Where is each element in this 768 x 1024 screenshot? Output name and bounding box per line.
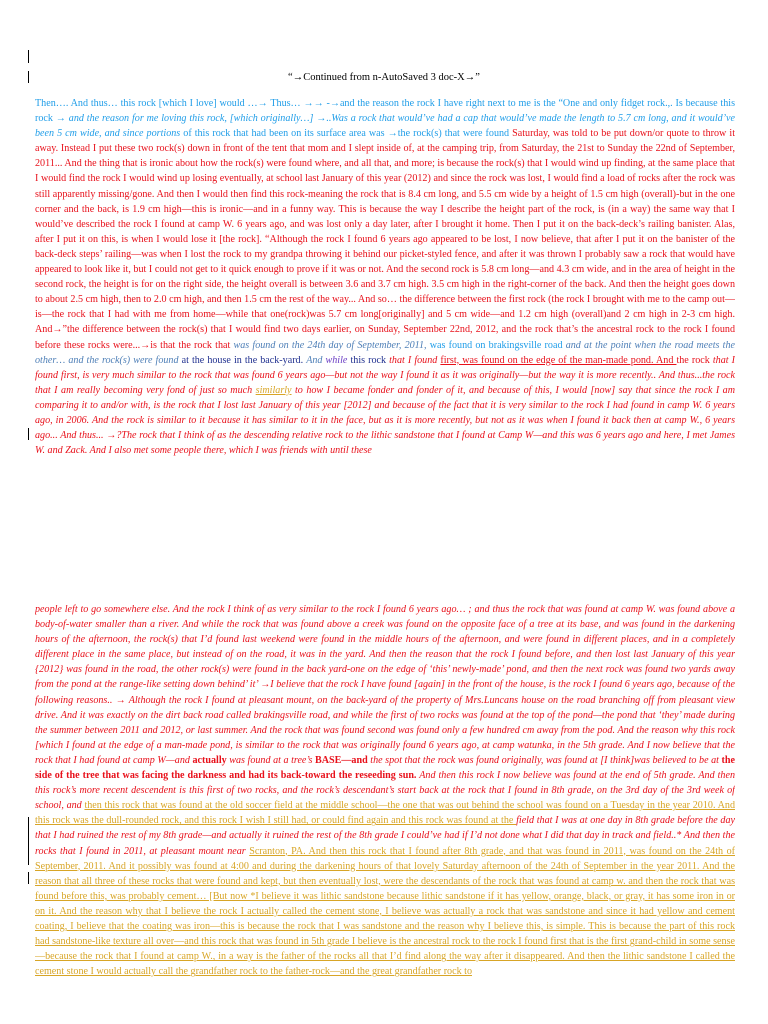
text-run: that I found bbox=[389, 354, 441, 366]
text-run: of this rock that had been on its surface area was →the rock(s) that were found bbox=[183, 128, 513, 140]
text-run: the spot that the rock was found originally, was found at [I think]was believed to be at bbox=[367, 754, 722, 766]
document-heading: “→Continued from n-AutoSaved 3 doc-X→” bbox=[288, 72, 480, 83]
change-bar-marker bbox=[28, 817, 29, 865]
text-run: field that I was at one day in 8th grade before the day that I had ruined the rest of my 8th grade—and actually it ruined the rest of the 8th grade I could’ve had if I’d not done what I did that day in track and field..* And then the rocks that I found in 2011, at pleasant mount near bbox=[35, 815, 735, 857]
text-run: the rock bbox=[676, 354, 713, 366]
text-run: this rock bbox=[350, 354, 390, 366]
text-run: then this rock that was found at the old soccer field at the middle school—the one that was out behind the school was found on a Tuesday in the year 2010. And this rock was the dull-rounded rock, and this rock I wish I still had, or could find again and this rock was found at the bbox=[35, 800, 735, 827]
text-run: actually bbox=[192, 754, 227, 766]
change-bar-marker bbox=[28, 872, 29, 884]
text-run: was found at a tree’s bbox=[226, 754, 315, 766]
text-run: Then…. And thus… this rock [which I love] would …→ Thus… →→ -→and the reason the rock I have right next to me is the “One and only fidget rock.,. Is because this rock → bbox=[35, 98, 735, 125]
text-cursor-marker bbox=[28, 50, 29, 63]
text-run: and the reason for me loving this rock, [which originally…] →..Was a rock that would’ve had a cap that would’ve made the length to 5.7 cm long, and it would’ve been 5 cm wide, and since portions bbox=[35, 113, 735, 140]
text-run: that I found first, is very much similar to the rock that was found 6 years ago—but not the way I found it as it was originally—but the way it is more recently.. And thus...the rock that I am really becoming very fond of just so much bbox=[35, 354, 735, 396]
text-run: similarly bbox=[255, 384, 292, 396]
text-run: people left to go somewhere else. And the rock I think of as very similar to the rock I found 6 years ago… ; and thus the rock that was found at camp W. was found above a body-of-water smaller than a river. And while the rock that was found above a creek was found on the opposite face of a tree at its base, and was found in the darkening hours of the afternoon, the rock(s) that I’d found last weekend were found in the middle hours of the afternoon, and were found in different places, and in a completely different place in the same place, but instead of on the road, it was in the yard. And then the reason that the rock I found before, and then lost last January of this year {2012} was found in the road, the other rock(s) were found in the back yard-one on the edge of ‘this’ newly-made’ pond, and then the next rock was found two yards away from the pond at the range-like setting down behind’ it’ →I believe that the rock I have found [again] in the front of the house, is the rock I found 6 years ago, because of the following reasons.. → Although the rock I found at pleasant mount, on the back-yard of the property of Mrs.Luncans house on the road branching off from pleasant view drive. And it was exactly on the dirt back road called brakingsville road, and while the first of two rocks was found at the top of the pond—the pond that ‘they’ made during the summer between 2011 and 2012, or last summer. And the rock that was found second was found only a few hundred cm away from the pod. And the reason why this rock [which I found at the edge of a man-made pond, is similar to the rock that was originally found 6 years ago, at camp watunka, in the 5th grade. And I now believe that the rock that I had found at camp W—and bbox=[35, 604, 735, 766]
paragraph-block-2 bbox=[35, 602, 735, 1024]
text-run: And bbox=[306, 354, 326, 366]
text-run: the side of the tree that was facing the darkness and had its back-toward the reseeding sun. bbox=[35, 754, 735, 782]
text-run: first, was found on the edge of the man-made pond. And bbox=[440, 354, 677, 366]
text-run: at the house in the back-yard. bbox=[181, 354, 307, 366]
text-run: Scranton, PA. And then this rock that I found after 8th grade, and that was found in 2011, was found on the 24th of September, 2011. And it possibly was found at 4:00 and during the darkening hours of that lovely Saturday afternoon of the 24th of September in the year 2011. And the reason that all three of these rocks that were found and kept, but then eventually lost, were the descendants of the rock that was found at camp w. and then the rock that was found before this, was probably cement… [But now *I believe it was lithic sandstone because lithic sandstone if it has yellow, orange, black, or gray, it has some iron in or on it. And the reason why that I believe the rock I actually called the cement stone, I believe was actually a rock that was sandstone and since it had yellow and cement coating, I believe that the coating was iron—this is because the rock that I was sandstone and the reason why I believe this, is simple. This is because the part of this rock had sandstone-like texture all over—and this rock that was found in 5th grade I believe is the ancestral rock to the rock I found first that is the first grand-child in some sense—because the rock that I found at camp W., in a way is the father of the rocks all that I’d find along the way after it disappeared. And then the lithic sandstone I called the cement stone I would actually call the grandfather rock to the father-rock—and the great grandfather rock to bbox=[35, 845, 735, 978]
text-run: Saturday, was told to be put down/or quote to throw it away. Instead I put these two rock(s) down in front of the tent that mom and I slept inside of, at the camping trip, from Saturday, the 21st to Sunday the 22nd of September, 2011... And the thing that is ironic about how the rock(s) were found where, and all that, and more; is because the rock(s) that I would wind up finding, at the same place that I would find the rock I would wind up losing eventually, at school last January of this year (2012) and since the rock was lost, I would find a load of rocks after the rock was still apparently missing/gone. And then I would then find this rock-meaning the rock that is 8.4 cm long, and 5.5 cm wide by a height of 1.5 cm high (overall)-but in the one corner and the back, is 1.9 cm high—this is ironic—and in a funny way. This is because the way I describe the height part of the rock, is (in a way) the same way that I would’ve described the rock I found at camp W. 6 years ago, and was lost only a day later, after I brought it home. Then I put it on the back-deck’s railing banister. Alas, after I put it on this, is when I would lose it [the rock]. “Although the rock I found 6 years ago appeared to be lost, I now believe, that after I put it on the banister of the back-deck steps’ railing—was when I lost the rock to my grandpa throwing it behind our picket-styled fence, and after it was thrown I probably saw a rock that would have appeared to look like it, but I could not get to it quick enough to prove if it was or not. And the second rock is 5.8 cm long—and 4.3 cm wide, and in the area of height in the second rock, the height is for on the right side, the height overall is between 3.6 and 3.7 cm high. 3.5 cm high in the right-corner of the back. And then the height goes down to about 2.5 cm high, then to 2.0 cm high, and then 1.5 cm the rest of the way... And so… the difference between the first rock (the rock I brought with me to the camp out—is—the rock that I had with me from home—while that one(rock)was 5.7 cm long[originally] and 5 cm wide—and 1.2 cm high (overall)and 2 cm high in 2-3 cm high. And→”the difference between the rock(s) that I would find two days earlier, on Sunday, September 22nd, 2012, and the rock that’s the ancestral rock to the rock I found before these rocks were...→is that the rock that bbox=[35, 128, 735, 351]
text-run: while bbox=[325, 354, 351, 366]
text-run: was found on the 24th day of September, 2011, bbox=[233, 339, 430, 351]
text-run: and at the point when the road meets the other… and the rock(s) were found bbox=[35, 339, 735, 366]
text-run: was found on brakingsville road bbox=[429, 339, 566, 351]
text-run: BASE—and bbox=[314, 754, 368, 766]
text-run: to how I became fonder and fonder of it, and because of this, I would [now] say that since the rock I am comparing it to and/or with, is the rock that I lost last January of this year [2012] and because of the fact that it is very similar to the rock I had found in camp W. 6 years ago, in 2006. And the rock is similar to it because it has similar to it in the face, but as it is more recently, but not as it was when I found it back then at camp W., 6 years ago... And thus... →?The rock that I think of as the descending relative rock to the lithic sandstone that I found at Camp W—and this was 6 years ago and here, I met James W. and Zack. And I also met some people there, which I was friends with until these bbox=[35, 384, 735, 457]
paragraph-block-1 bbox=[35, 96, 735, 508]
change-bar-marker bbox=[28, 428, 29, 440]
text-run: And then this rock I now believe was found at the end of 5th grade. And then this rock’s more recent descendent is this first of two rocks, and the rock’s descendant’s start back at the rock that I found in 8th grade, on the 3rd day of the 3rd week of school, and bbox=[35, 770, 735, 812]
